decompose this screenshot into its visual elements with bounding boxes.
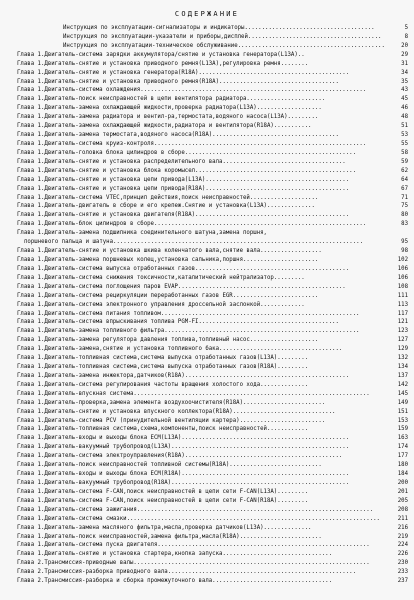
toc-entry-page: 34 (401, 69, 408, 76)
toc-entry-page: 163 (397, 435, 408, 442)
toc-entry (17, 541, 408, 550)
toc-entry (17, 399, 408, 408)
toc-entry-title: Глава 1.Двигатель-вакуумный трубопровод(L13A).................................................... (17, 444, 350, 451)
toc-entry (17, 69, 408, 78)
toc-entry-page: 83 (401, 221, 408, 228)
toc-entry-title: Глава 1.Двигатель-проверка,замена элемента воздухоочистителя(R18A)........................ (17, 399, 326, 406)
toc-entry-page: 211 (397, 515, 408, 522)
toc-entry-page: 205 (397, 497, 408, 504)
toc-entry (17, 354, 408, 363)
toc-entry (17, 60, 408, 69)
toc-entry (17, 104, 408, 113)
toc-entry-page: 58 (401, 149, 408, 156)
toc-entry-page: 208 (397, 506, 408, 513)
toc-entry (17, 345, 408, 354)
toc-entry-page: 111 (397, 292, 408, 299)
toc-entry-title: Глава 1.Двигатель-система выпуска отработанных газов............................................. (17, 265, 350, 272)
toc-entry-page: 106 (397, 274, 408, 281)
toc-entry (17, 194, 408, 203)
toc-entry-page: 145 (397, 390, 408, 397)
toc-entry (17, 327, 408, 336)
toc-entry-page: 64 (401, 176, 408, 183)
toc-entry-page: 53 (401, 132, 408, 139)
toc-entry-title: Глава 1.Двигатель-система впрыскивания топлива PGM-FI......................................... (17, 319, 339, 326)
toc-entry-title: Глава 1.Двигатель-топливная система,схема,компоненты,поиск неисправностей............ (17, 426, 309, 433)
toc-entry-title: Глава 1.Двигатель-снятие и установка распределительного вала.................................... (17, 158, 346, 165)
toc-entry-page: 123 (397, 328, 408, 335)
toc-entry-page: 180 (397, 462, 408, 469)
toc-entry-title: Глава 1.Двигатель-замена подшипника соединительного шатуна,замена поршня, (17, 230, 267, 237)
toc-entry-title: Глава 1.Двигатель-топливная система,система выпуска отработанных газов(R18A)......... (17, 364, 309, 371)
toc-entry (17, 381, 408, 390)
toc-entry-title: Инструкция по эксплуатации-техническое обслуживание........................................... (63, 42, 385, 49)
toc-entry-page: 174 (397, 444, 408, 451)
toc-entry (17, 247, 408, 256)
toc-entry-title: Глава 1.Двигатель-система VTEC,принцип действия,поиск неисправностей.................... (17, 194, 319, 201)
toc-entry-title: Глава 1.Двигатель-поиск неисправностей в цепи вентилятора радиатора....................... (17, 96, 326, 103)
toc-entry (17, 95, 408, 104)
toc-entry-page: 153 (397, 417, 408, 424)
toc-entry-title: Глава 1.Двигатель-замена инжектора,датчиков(R18A)................................................ (17, 372, 350, 379)
toc-entry-page: 159 (397, 426, 408, 433)
toc-entry-page: 184 (397, 471, 408, 478)
toc-entry-page: 35 (401, 78, 408, 85)
toc-entry-title: Глава 1.Двигатель-система PCV (принудительной вентиляции картера)......................... (17, 417, 326, 424)
toc-entry (17, 149, 408, 158)
toc-entry-page: 108 (397, 283, 408, 290)
toc-entry-title: Глава 1.Двигатель-замена,снятие и установка топливного бака.................................... (17, 346, 343, 353)
toc-entry-title: Глава 1.Двигатель-система F-CAN,поиск неисправностей в цепи сети F-CAN(R18A)......... (17, 497, 309, 504)
toc-entry-title: Глава 1.Двигатель-система охлаждения.................................................................. (17, 87, 367, 94)
toc-entry (17, 122, 408, 131)
toc-entry (17, 577, 408, 586)
toc-entry-title: Глава 1.Двигатель-система питания топливом.......................................................... (17, 310, 360, 317)
toc-entry-title: Глава 1.Двигатель-поиск неисправностей,замена фильтра,масла(R18A)........................ (17, 533, 322, 540)
toc-entry-page: 127 (397, 337, 408, 344)
toc-entry-page: 216 (397, 524, 408, 531)
toc-entry-page: 200 (397, 480, 408, 487)
toc-entry (17, 452, 408, 461)
toc-entry (17, 515, 408, 524)
toc-entry-title: Глава 1.Двигатель-замена термостата,водяного насоса(R18A)..................................... (17, 132, 339, 139)
toc-entry-title: Глава 1.Двигатель-система зажигания..................................................................... (17, 506, 374, 513)
toc-entry (17, 461, 408, 470)
toc-entry (17, 310, 408, 319)
toc-entry-title: Глава 1.Двигатель-замена масляного фильтра,масла,проверка датчиков(L13A).............. (17, 524, 312, 531)
toc-entry (17, 559, 408, 568)
toc-entry-page: 151 (397, 408, 408, 415)
toc-entry (17, 434, 408, 443)
toc-entry-title: Глава 1.Двигатель-система снижения токсичности,каталитический нейтрализатор......... (17, 274, 305, 281)
toc-entry-page: 55 (401, 140, 408, 147)
toc-entry-title: Глава 1.Двигатель-замена топливного фильтра......................................................... (17, 328, 360, 335)
toc-entry (17, 506, 408, 515)
toc-entry (17, 211, 408, 220)
toc-entry-title: Глава 1.Двигатель-входы и выходы блока ECM(L13A)................................................. (17, 435, 350, 442)
toc-entry-page: 62 (401, 167, 408, 174)
toc-entry (17, 220, 408, 229)
toc-entry (17, 140, 408, 149)
toc-entry-page: 121 (397, 319, 408, 326)
toc-entry (17, 185, 408, 194)
toc-entry (17, 497, 408, 506)
toc-entry-title: Глава 1.Двигатель-замена регулятора давления топлива,топливный насос.................... (17, 337, 319, 344)
toc-entry-title: Глава 1.Двигатель-система регулирования частоты вращения холостого хода.............. (17, 381, 309, 388)
toc-entry (17, 443, 408, 452)
toc-entry-title: Глава 1.Двигатель-блок цилиндров в сборе.............................................................. (17, 221, 367, 228)
toc-entry (17, 265, 408, 274)
toc-entry-page: 80 (401, 212, 408, 219)
toc-entry (17, 550, 408, 559)
toc-entry-title: Глава 2.Трансмиссия-приводные валы..................................................................... (17, 560, 370, 567)
toc-entry-page: 67 (401, 185, 408, 192)
toc-entry-page: 134 (397, 364, 408, 371)
toc-entry-title: Глава 1.Двигатель-система смазки.......................................................................... (17, 515, 380, 522)
toc-entry (17, 176, 408, 185)
toc-entry (17, 229, 408, 238)
toc-entry-page: 43 (401, 87, 408, 94)
toc-entry-page: 5 (404, 25, 408, 31)
toc-entry-title: Глава 1.Двигатель-снятие и установка приводного ремня(R18A)................................... (17, 78, 339, 85)
toc-entry (17, 408, 408, 417)
toc-entry-page: 59 (401, 158, 408, 165)
toc-entry-page: 8 (404, 33, 408, 40)
toc-entry (17, 425, 408, 434)
toc-entry (17, 292, 408, 301)
toc-entry-title: Глава 1.Двигатель-снятие и установка стартера,кнопка запуска................................ (17, 551, 333, 558)
toc-entry (17, 568, 408, 577)
toc-entry-page (407, 229, 408, 238)
toc-entry (17, 363, 408, 372)
toc-entry-title: Глава 1.Двигатель-система рециркуляции переработанных газов EGR......................... (17, 292, 319, 299)
toc-entry-title: Глава 1.Двигатель-поиск неисправностей топливной системы(R18A)........................... (17, 462, 322, 469)
toc-entry-title: поршневого пальца и шатуна......................................................................... (24, 239, 363, 246)
toc-entry (17, 533, 408, 542)
toc-entry-page: 224 (397, 542, 408, 549)
toc-entry-title: Глава 1.Двигатель-система пуска двигателя.............................................................. (17, 542, 370, 549)
toc-entry-title: Глава 1.Двигатель-снятие и установка цепи привода(R18A).......................................... (17, 185, 350, 192)
toc-entry-page: 20 (401, 42, 408, 49)
toc-entry (17, 158, 408, 167)
toc-entry-title: Глава 1.Двигатель-снятие и установка двигателя(R18A)............................................. (17, 212, 350, 219)
toc-entry-page: 177 (397, 453, 408, 460)
toc-entry-title: Глава 1.Двигатель-система круиз-контроля.............................................................. (17, 140, 367, 147)
toc-entry-title: Глава 1.Двигатель-снятие и установка блока коромысел............................................... (17, 167, 356, 174)
toc-entry-page: 29 (401, 51, 408, 58)
toc-entry-page: 75 (401, 203, 408, 210)
toc-entry (17, 113, 408, 122)
toc-entry-page: 102 (397, 256, 408, 263)
toc-entry-title: Глава 1.Двигатель-система электронного управления дроссельной заслонкой............. (17, 301, 305, 308)
toc-entry-title: Глава 1.Двигатель-вакуумный трубопровод(R18A).................................................... (17, 480, 350, 487)
toc-entry (17, 131, 408, 140)
toc-entry-title: Глава 2.Трансмиссия-разборка приводного вала....................................................... (17, 569, 356, 576)
toc-entry-page: 149 (397, 399, 408, 406)
toc-entry (17, 336, 408, 345)
toc-entry-page: 219 (397, 533, 408, 540)
toc-entry-title: Глава 1.Двигатель-снятие и установка приводного ремня(L13A),регулировка ремня........ (17, 60, 309, 67)
toc-entry-page: 113 (397, 301, 408, 308)
toc-entry-title: Глава 1.Двигатель-система F-CAN,поиск неисправностей в цепи сети F-CAN(L13A)......... (17, 488, 309, 495)
toc-entry (17, 372, 408, 381)
toc-entry-title: Глава 1.Двигатель-входы и выходы блока ECM(R18A)................................................. (17, 471, 350, 478)
toc-entry (17, 274, 408, 283)
toc-entry (17, 417, 408, 426)
toc-entry-page: 98 (401, 248, 408, 255)
toc-entry-page: 129 (397, 346, 408, 353)
toc-entry-title: Глава 1.Двигатель-система электроуправления(R18A).............................................. (17, 453, 343, 460)
toc-entry-page: 201 (397, 488, 408, 495)
toc-entry-title: Глава 1.Двигатель-снятие и установка шкива коленчатого вала,снятие вала.................. (17, 248, 322, 255)
toc-entry-page: 137 (397, 372, 408, 379)
toc-entry-title: Глава 1.Двигатель-двигатель в сборе и его крепеж.Снятие и установка(L13A).............. (17, 203, 315, 210)
toc-entry-title: Глава 1.Двигатель-снятие и установка впускного коллектора(R18A).............................. (17, 408, 336, 415)
toc-entry-page: 71 (401, 194, 408, 201)
toc-entry-title: Глава 1.Двигатель-замена поршневых колец,установка сальника,поршня...................... (17, 256, 319, 263)
toc-entry (17, 283, 408, 292)
toc-entry-title: Глава 1.Двигатель-снятие и установка генератора(R18A)............................................ (17, 69, 350, 76)
toc-entry (17, 51, 408, 60)
toc-entry-page: 230 (397, 560, 408, 567)
toc-entry (17, 256, 408, 265)
toc-entry (17, 33, 408, 42)
toc-entry-page: 117 (397, 310, 408, 317)
toc-entry-title: Инструкция по эксплуатации-сигнализаторы и индикаторы...................................... (63, 25, 375, 31)
toc-entry-page: 237 (397, 578, 408, 585)
table-of-contents (17, 24, 408, 586)
toc-entry-page: 48 (401, 114, 408, 121)
toc-entry-page: 106 (397, 265, 408, 272)
toc-entry-title: Глава 1.Двигатель-система поглощения паров EVAP................................................. (17, 283, 346, 290)
toc-entry (17, 202, 408, 211)
toc-entry-title: Глава 1.Двигатель-замена охлаждающей жидкости,проверка радиатора(L13A)................... (17, 105, 322, 112)
toc-entry-page: 31 (401, 60, 408, 67)
toc-entry (17, 524, 408, 533)
toc-entry-title: Глава 1.Двигатель-снятие и установка цепи привода(L13A).......................................... (17, 176, 350, 183)
toc-entry (17, 86, 408, 95)
toc-entry (17, 301, 408, 310)
toc-entry-page: 46 (401, 105, 408, 112)
toc-entry-title: Глава 1.Двигатель-замена охлаждающей жидкости,радиатора и вентилятора(R18A)........... (17, 123, 312, 130)
toc-entry-title: Глава 1.Двигатель-головка блока цилиндров в сборе.................................................. (17, 149, 356, 156)
toc-entry-title: Глава 1.Двигатель-замена радиатора и вентил-ра,термостата,водяного насоса(L13A)......... (17, 114, 319, 121)
toc-entry-title: Глава 2.Трансмиссия-разборка и сборка промежуточного вала................................... (17, 578, 333, 585)
toc-entry (17, 318, 408, 327)
page-title: СОДЕРЖАНИЕ (174, 10, 240, 18)
toc-entry (17, 238, 408, 247)
toc-entry (17, 24, 408, 33)
toc-entry-page: 95 (401, 239, 408, 246)
toc-entry-page: 45 (401, 96, 408, 103)
toc-entry-title: Глава 1.Двигатель-система зарядки аккумулятора/снятие и установка генератора(L13A).. (17, 51, 305, 58)
toc-entry (17, 470, 408, 479)
toc-entry-page: 142 (397, 381, 408, 388)
toc-entry-page: 226 (397, 551, 408, 558)
toc-entry-title: Инструкция по эксплуатации-указатели и приборы,дисплей....................................... (63, 33, 382, 40)
toc-entry (17, 78, 408, 87)
toc-entry (17, 167, 408, 176)
toc-entry-title: Глава 1.Двигатель-впускная система..................................................................... (17, 390, 370, 397)
toc-entry (17, 390, 408, 399)
toc-entry-page: 51 (401, 123, 408, 130)
toc-entry (17, 488, 408, 497)
toc-entry (17, 42, 408, 51)
toc-entry (17, 479, 408, 488)
toc-entry-title: Глава 1.Двигатель-топливная система,система выпуска отработанных газов(L13A)......... (17, 355, 309, 362)
toc-entry-page: 233 (397, 569, 408, 576)
toc-entry-page: 132 (397, 355, 408, 362)
